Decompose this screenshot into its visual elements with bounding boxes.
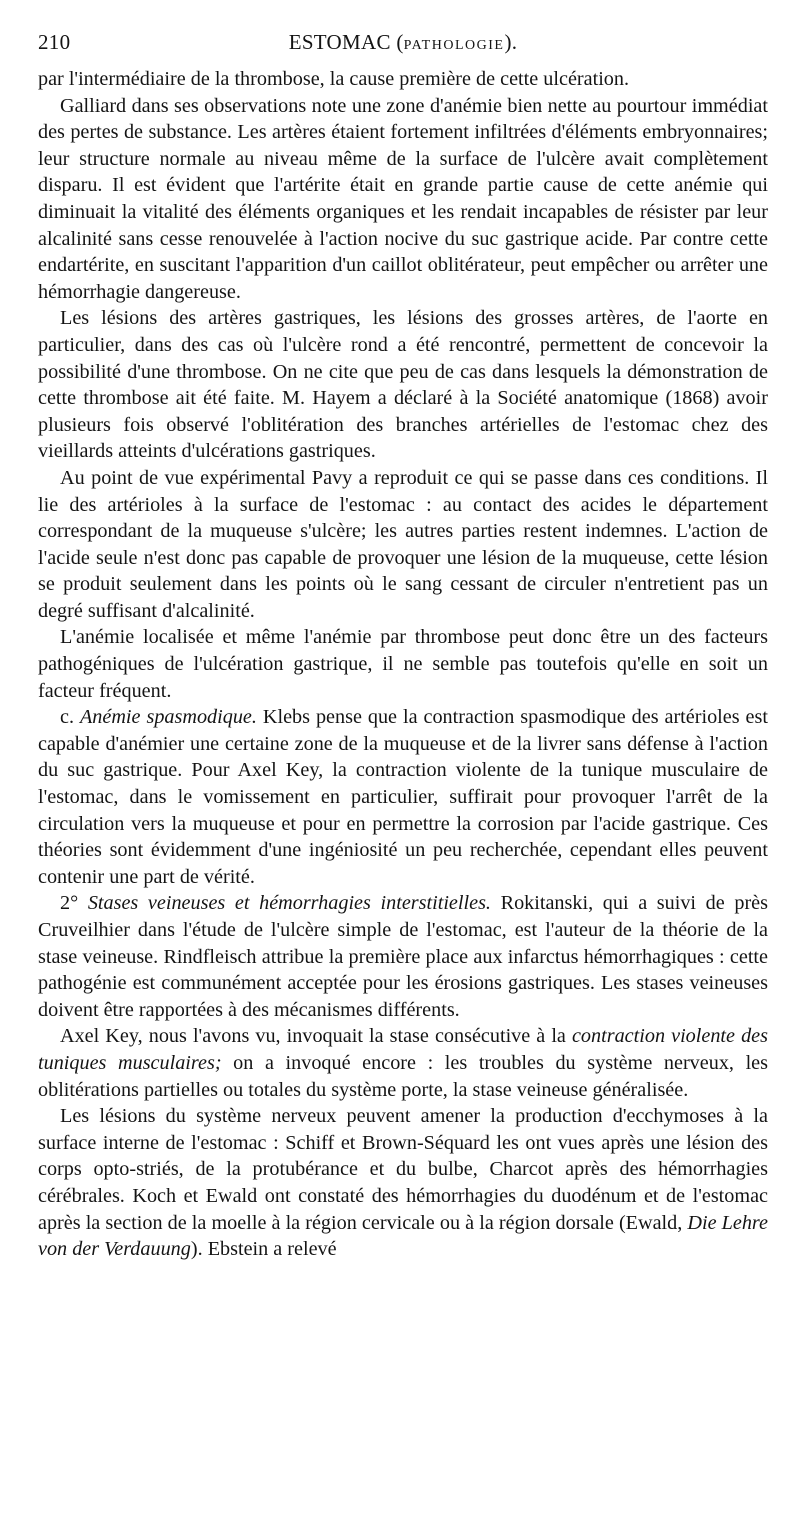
paragraph-text: 2° [60,892,88,915]
book-page [38,30,768,1263]
paragraph-text: Les lésions des artères gastriques, les lésions des grosses artères, de l'aorte en particulier, dans des cas où l'ulcère rond a été rencontré, permettent de concevoir la possibilité d'une thrombose. On ne cite que peu de cas dans lesquels la démonstration de cette thrombose ait été faite. M. Hayem a déclaré à la Société anatomique (1868) avoir plusieurs fois observé l'oblitération des branches artérielles de l'estomac chez des vieillards atteints d'ulcérations gastriques. [38,307,768,463]
running-head-paren-open: ( [390,30,404,54]
running-head-main: ESTOMAC [288,30,391,54]
section-heading-italic: Stases veineuses et hémorrhagies interstitielles. [87,892,491,915]
paragraph-text: ). Ebstein a relevé [190,1238,337,1261]
paragraph-3 [38,305,768,465]
paragraph-text: par l'intermédiaire de la thrombose, la cause première de cette ulcération. [38,68,630,90]
running-head [38,30,768,55]
paragraph-9 [38,1103,768,1263]
paragraph-8 [38,1023,768,1103]
paragraph-2 [38,93,768,306]
paragraph-text: on a invoqué encore : les troubles du système nerveux, les oblitérations partielles ou totales du système porte, la stase veineuse généralisée. [38,1051,768,1101]
paragraph-7 [38,890,768,1023]
paragraph-1 [38,66,768,93]
page-header [38,30,768,60]
paragraph-text: Rokitanski, qui a suivi de près Cruveilhier dans l'étude de l'ulcère simple de l'estomac, est l'auteur de la théorie de la stase veineuse. Rindfleisch attribue la première place aux infarctus hémorrhagiques : cette pathogénie est communément acceptée pour les érosions gastriques. Les stases veineuses doivent être rapportées à des mécanismes différents. [38,892,768,1021]
paragraph-text: Galliard dans ses observations note une zone d'anémie bien nette au pourtour immédiat des pertes de substance. Les artères étaient fortement infiltrées d'éléments embryonnaires; leur structure normale au niveau même de la surface de l'ulcère avait complètement disparu. Il est évident que l'artérite était en grande partie cause de cette anémie qui diminuait la vitalité des éléments organiques et les rendait incapables de résister par leur alcalinité sans cesse renouvelée à l'action nocive du suc gastrique acide. Par contre cette endartérite, en suscitant l'apparition d'un caillot oblitérateur, peut empêcher ou arrêter une hémorrhagie dangereuse. [38,94,768,303]
paragraph-4 [38,465,768,625]
paragraph-text: Axel Key, nous l'avons vu, invoquait la stase consécutive à la [60,1025,572,1048]
book-title-italic: Die Lehre von der Verdauung [38,1211,769,1261]
paragraph-5 [38,624,768,704]
section-heading-italic: Anémie spasmodique. [79,706,257,729]
italic-phrase: contraction violente des tuniques musculaires; [38,1025,768,1074]
paragraph-text: Les lésions du système nerveux peuvent amener la production d'ecchymoses à la surface interne de l'estomac : Schiff et Brown-Séquard les ont vues après une lésion des corps opto-striés, de la protubérance et du bulbe, Charcot après des hémorrhagies cérébrales. Koch et Ewald ont constaté des hémorrhagies du duodénum et de l'estomac après la section de la moelle à la région cervicale ou à la région dorsale (Ewald, [38,1105,768,1234]
body-text [38,66,768,1263]
running-head-sub: PATHOLOGIE [403,38,505,53]
running-head-paren-close: ). [504,30,518,54]
paragraph-6 [38,704,768,890]
paragraph-text: c. [60,706,80,729]
paragraph-text: Au point de vue expérimental Pavy a reproduit ce qui se passe dans ces conditions. Il lie des artérioles à la surface de l'estomac : au contact des acides le département correspondant de la muqueuse s'ulcère; les autres parties restent indemnes. L'action de l'acide seule n'est donc pas capable de provoquer une lésion de la muqueuse, cette lésion se produit seulement dans les points où le sang cessant de circuler n'entretient pas un degré suffisant d'alcalinité. [38,466,768,622]
page-number: 210 [38,30,71,54]
paragraph-text: Klebs pense que la contraction spasmodique des artérioles est capable d'anémier une certaine zone de la muqueuse et de la livrer sans défense à l'action du suc gastrique. Pour Axel Key, la contraction violente de la tunique musculaire de l'estomac, dans le vomissement en particulier, suffirait pour provoquer l'arrêt de la circulation vers la muqueuse et pour en permettre la corrosion par l'acide gastrique. Ces théories sont évidemment d'une ingéniosité un peu recherchée, cependant elles peuvent contenir une part de vérité. [38,706,768,888]
paragraph-text: L'anémie localisée et même l'anémie par thrombose peut donc être un des facteurs pathogéniques de l'ulcération gastrique, il ne semble pas toutefois qu'elle en soit un facteur fréquent. [38,626,768,702]
